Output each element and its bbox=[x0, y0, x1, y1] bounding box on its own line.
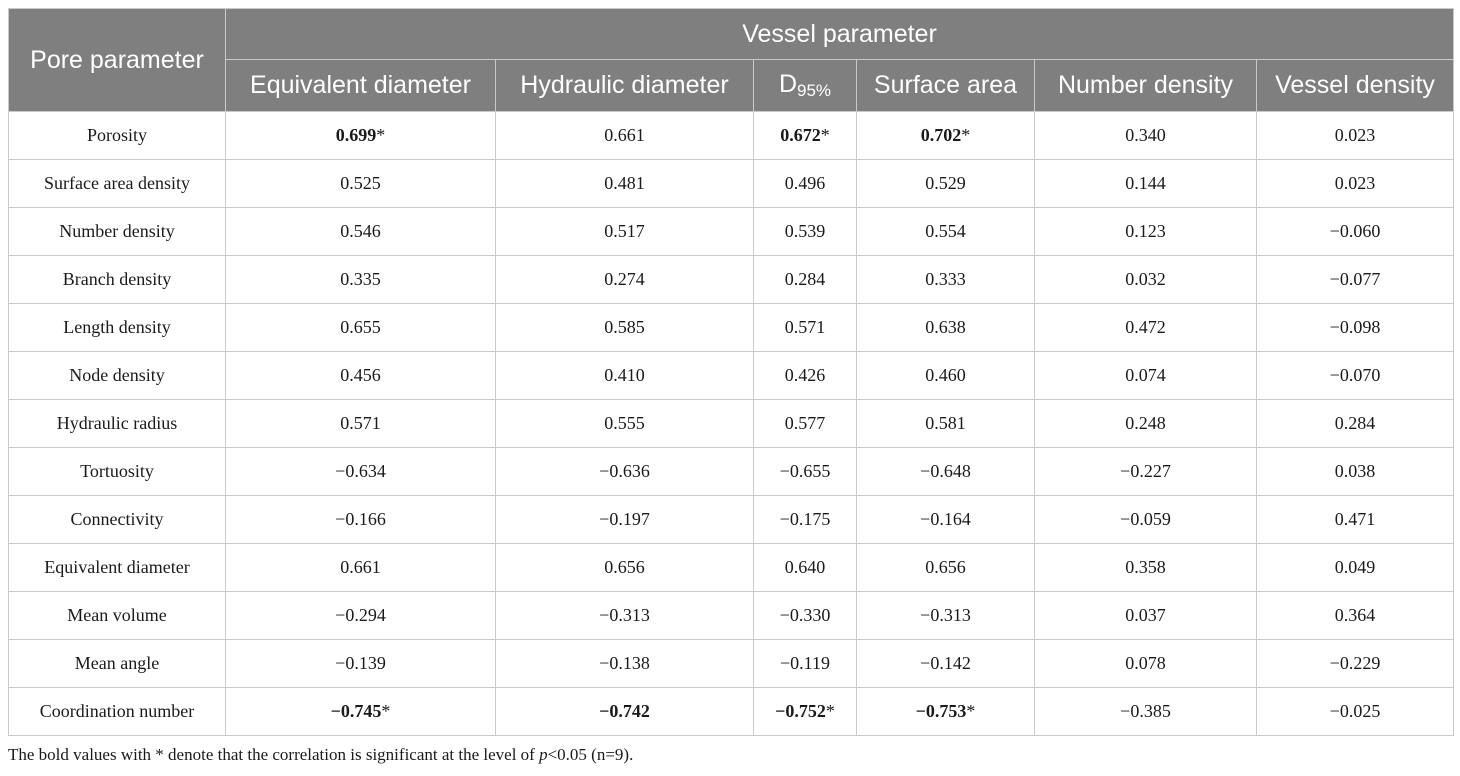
row-label: Surface area density bbox=[9, 160, 226, 208]
table-row bbox=[9, 112, 1454, 160]
cell-value: 0.546 bbox=[340, 221, 381, 241]
column-header bbox=[1035, 60, 1257, 112]
table-cell bbox=[1257, 304, 1454, 352]
cell-value: −0.025 bbox=[1329, 701, 1381, 721]
row-header-pore-parameter: Pore parameter bbox=[9, 9, 226, 112]
cell-value: 0.333 bbox=[925, 269, 966, 289]
cell-value: −0.138 bbox=[599, 653, 650, 673]
cell-value: −0.142 bbox=[920, 653, 971, 673]
column-header-label: D bbox=[778, 70, 798, 98]
row-label: Tortuosity bbox=[9, 448, 226, 496]
table-cell bbox=[1035, 448, 1257, 496]
cell-value: −0.636 bbox=[599, 461, 650, 481]
table-row bbox=[9, 544, 1454, 592]
table-body bbox=[9, 112, 1454, 736]
table-cell bbox=[226, 448, 496, 496]
table-cell bbox=[496, 640, 754, 688]
cell-value: −0.166 bbox=[335, 509, 386, 529]
significance-marker: * bbox=[381, 701, 391, 721]
cell-value: 0.123 bbox=[1125, 221, 1166, 241]
row-label: Node density bbox=[9, 352, 226, 400]
table-cell bbox=[1257, 448, 1454, 496]
table-cell bbox=[496, 256, 754, 304]
cell-value: −0.119 bbox=[780, 653, 830, 673]
cell-value: −0.059 bbox=[1120, 509, 1171, 529]
cell-value: 0.144 bbox=[1125, 173, 1166, 193]
cell-value: −0.294 bbox=[335, 605, 386, 625]
table-cell bbox=[1257, 544, 1454, 592]
header-row-group bbox=[9, 9, 1454, 60]
header-row-columns bbox=[9, 60, 1454, 112]
table-cell bbox=[1257, 400, 1454, 448]
table-cell bbox=[857, 688, 1035, 736]
cell-value: 0.340 bbox=[1125, 125, 1166, 145]
table-cell bbox=[1035, 304, 1257, 352]
cell-value: 0.496 bbox=[784, 173, 826, 193]
cell-value: 0.655 bbox=[340, 317, 381, 337]
cell-value: −0.385 bbox=[1120, 701, 1171, 721]
row-label: Hydraulic radius bbox=[9, 400, 226, 448]
table-cell bbox=[226, 592, 496, 640]
footnote-condition: <0.05 (n=9). bbox=[547, 745, 634, 764]
cell-value: 0.672 bbox=[780, 125, 821, 145]
table-row bbox=[9, 208, 1454, 256]
significance-marker: * bbox=[376, 125, 386, 145]
table-cell bbox=[226, 304, 496, 352]
table-cell bbox=[857, 496, 1035, 544]
cell-value: 0.456 bbox=[340, 365, 381, 385]
table-row bbox=[9, 688, 1454, 736]
cell-value: 0.525 bbox=[340, 173, 381, 193]
cell-value: −0.655 bbox=[779, 461, 831, 481]
table-cell bbox=[496, 304, 754, 352]
group-header-vessel-parameter: Vessel parameter bbox=[226, 9, 1454, 60]
cell-value: 0.529 bbox=[925, 173, 966, 193]
cell-value: 0.074 bbox=[1125, 365, 1166, 385]
cell-value: 0.335 bbox=[340, 269, 381, 289]
table-cell bbox=[1257, 256, 1454, 304]
cell-value: 0.702 bbox=[920, 125, 962, 145]
table-cell bbox=[496, 592, 754, 640]
cell-value: −0.330 bbox=[779, 605, 831, 625]
table-cell bbox=[226, 640, 496, 688]
table-cell bbox=[226, 160, 496, 208]
column-header bbox=[496, 60, 754, 112]
column-header-label: Number density bbox=[1057, 71, 1234, 99]
table-row bbox=[9, 448, 1454, 496]
table-cell bbox=[1035, 544, 1257, 592]
cell-value: −0.745 bbox=[330, 701, 382, 721]
row-label: Mean angle bbox=[9, 640, 226, 688]
correlation-table bbox=[8, 8, 1454, 736]
cell-value: −0.313 bbox=[920, 605, 971, 625]
cell-value: 0.078 bbox=[1125, 653, 1166, 673]
table-cell bbox=[857, 448, 1035, 496]
table-cell bbox=[857, 256, 1035, 304]
footnote-text: The bold values with * denote that the correlation is significant at the level of bbox=[8, 745, 540, 764]
table-cell bbox=[1035, 160, 1257, 208]
table-footnote bbox=[8, 745, 633, 765]
cell-value: −0.634 bbox=[335, 461, 386, 481]
table-cell bbox=[857, 304, 1035, 352]
table-cell bbox=[496, 352, 754, 400]
cell-value: −0.648 bbox=[920, 461, 971, 481]
table-cell bbox=[1257, 160, 1454, 208]
cell-value: 0.640 bbox=[784, 557, 826, 577]
column-header-subscript: 95% bbox=[797, 81, 832, 100]
table-row bbox=[9, 352, 1454, 400]
column-header-label: Vessel density bbox=[1275, 71, 1435, 99]
cell-value: 0.517 bbox=[604, 221, 645, 241]
column-header-label: Equivalent diameter bbox=[250, 71, 471, 99]
significance-marker: * bbox=[966, 701, 976, 721]
column-header bbox=[857, 60, 1035, 112]
cell-value: 0.471 bbox=[1334, 509, 1376, 529]
cell-value: −0.227 bbox=[1120, 461, 1171, 481]
table-cell bbox=[754, 448, 857, 496]
table-cell bbox=[1257, 640, 1454, 688]
table-cell bbox=[754, 208, 857, 256]
table-cell bbox=[1257, 688, 1454, 736]
cell-value: 0.364 bbox=[1334, 605, 1376, 625]
column-header-label: Hydraulic diameter bbox=[520, 71, 729, 99]
cell-value: 0.426 bbox=[784, 365, 826, 385]
cell-value: 0.661 bbox=[604, 125, 645, 145]
cell-value: −0.197 bbox=[599, 509, 650, 529]
cell-value: 0.023 bbox=[1334, 173, 1376, 193]
table-cell bbox=[1035, 256, 1257, 304]
cell-value: 0.032 bbox=[1125, 269, 1166, 289]
cell-value: 0.023 bbox=[1334, 125, 1376, 145]
table-cell bbox=[1035, 352, 1257, 400]
table-cell bbox=[754, 160, 857, 208]
row-label: Coordination number bbox=[9, 688, 226, 736]
cell-value: 0.699 bbox=[335, 125, 377, 145]
cell-value: −0.752 bbox=[775, 701, 826, 721]
table-cell bbox=[857, 544, 1035, 592]
cell-value: 0.037 bbox=[1125, 605, 1166, 625]
table-row bbox=[9, 160, 1454, 208]
table-cell bbox=[857, 112, 1035, 160]
table-cell bbox=[857, 352, 1035, 400]
cell-value: −0.060 bbox=[1329, 221, 1381, 241]
cell-value: 0.284 bbox=[1334, 413, 1376, 433]
cell-value: 0.472 bbox=[1125, 317, 1166, 337]
table-cell bbox=[496, 208, 754, 256]
cell-value: 0.539 bbox=[784, 221, 826, 241]
table-cell bbox=[857, 160, 1035, 208]
cell-value: 0.358 bbox=[1125, 557, 1166, 577]
table-cell bbox=[226, 496, 496, 544]
table-row bbox=[9, 640, 1454, 688]
table-cell bbox=[226, 256, 496, 304]
cell-value: 0.049 bbox=[1334, 557, 1376, 577]
row-label: Mean volume bbox=[9, 592, 226, 640]
cell-value: 0.248 bbox=[1125, 413, 1166, 433]
row-label: Equivalent diameter bbox=[9, 544, 226, 592]
cell-value: 0.571 bbox=[340, 413, 381, 433]
column-header-label: Surface area bbox=[873, 71, 1018, 99]
cell-value: 0.581 bbox=[925, 413, 966, 433]
table-cell bbox=[226, 352, 496, 400]
cell-value: −0.070 bbox=[1329, 365, 1381, 385]
table-row bbox=[9, 256, 1454, 304]
table-cell bbox=[226, 544, 496, 592]
cell-value: 0.656 bbox=[604, 557, 645, 577]
cell-value: 0.638 bbox=[925, 317, 966, 337]
table-cell bbox=[1035, 688, 1257, 736]
cell-value: 0.554 bbox=[925, 221, 966, 241]
table-cell bbox=[754, 592, 857, 640]
cell-value: 0.038 bbox=[1334, 461, 1376, 481]
row-label: Connectivity bbox=[9, 496, 226, 544]
row-label: Number density bbox=[9, 208, 226, 256]
table-cell bbox=[754, 400, 857, 448]
cell-value: 0.274 bbox=[604, 269, 645, 289]
table-cell bbox=[754, 352, 857, 400]
table-cell bbox=[857, 640, 1035, 688]
table-cell bbox=[496, 400, 754, 448]
cell-value: −0.175 bbox=[779, 509, 831, 529]
table-row bbox=[9, 496, 1454, 544]
table-cell bbox=[1035, 400, 1257, 448]
column-header bbox=[1257, 60, 1454, 112]
table-cell bbox=[496, 448, 754, 496]
cell-value: 0.577 bbox=[784, 413, 826, 433]
significance-marker: * bbox=[820, 125, 830, 145]
table-cell bbox=[1035, 112, 1257, 160]
table-cell bbox=[754, 640, 857, 688]
table-cell bbox=[1257, 352, 1454, 400]
footnote-p-symbol: p bbox=[539, 745, 548, 764]
table-cell bbox=[754, 112, 857, 160]
table-cell bbox=[1035, 640, 1257, 688]
table-cell bbox=[1257, 208, 1454, 256]
table-cell bbox=[226, 112, 496, 160]
table-cell bbox=[1035, 496, 1257, 544]
table-cell bbox=[857, 208, 1035, 256]
row-label: Branch density bbox=[9, 256, 226, 304]
table-cell bbox=[754, 304, 857, 352]
table-cell bbox=[496, 112, 754, 160]
cell-value: 0.656 bbox=[925, 557, 966, 577]
cell-value: −0.229 bbox=[1329, 653, 1381, 673]
table-cell bbox=[1035, 592, 1257, 640]
table-cell bbox=[496, 688, 754, 736]
cell-value: −0.313 bbox=[599, 605, 650, 625]
cell-value: 0.284 bbox=[784, 269, 826, 289]
correlation-table-container bbox=[8, 8, 1453, 736]
table-cell bbox=[754, 688, 857, 736]
cell-value: −0.164 bbox=[920, 509, 971, 529]
cell-value: −0.139 bbox=[335, 653, 386, 673]
table-cell bbox=[1035, 208, 1257, 256]
table-cell bbox=[754, 256, 857, 304]
table-cell bbox=[857, 592, 1035, 640]
row-label: Porosity bbox=[9, 112, 226, 160]
table-row bbox=[9, 400, 1454, 448]
cell-value: 0.585 bbox=[604, 317, 645, 337]
table-cell bbox=[1257, 592, 1454, 640]
cell-value: −0.753 bbox=[915, 701, 967, 721]
cell-value: −0.098 bbox=[1329, 317, 1381, 337]
table-cell bbox=[226, 688, 496, 736]
significance-marker: * bbox=[961, 125, 971, 145]
row-label: Length density bbox=[9, 304, 226, 352]
table-cell bbox=[496, 496, 754, 544]
table-row bbox=[9, 304, 1454, 352]
column-header bbox=[226, 60, 496, 112]
cell-value: −0.077 bbox=[1329, 269, 1381, 289]
table-cell bbox=[754, 544, 857, 592]
cell-value: 0.661 bbox=[340, 557, 381, 577]
cell-value: 0.460 bbox=[925, 365, 966, 385]
table-row bbox=[9, 592, 1454, 640]
table-cell bbox=[857, 400, 1035, 448]
table-cell bbox=[754, 496, 857, 544]
significance-marker: * bbox=[825, 701, 835, 721]
cell-value: 0.481 bbox=[604, 173, 645, 193]
table-cell bbox=[226, 208, 496, 256]
table-cell bbox=[226, 400, 496, 448]
cell-value: 0.555 bbox=[604, 413, 645, 433]
table-cell bbox=[496, 160, 754, 208]
table-cell bbox=[496, 544, 754, 592]
cell-value: −0.742 bbox=[599, 701, 650, 721]
cell-value: 0.410 bbox=[604, 365, 645, 385]
table-cell bbox=[1257, 496, 1454, 544]
table-cell bbox=[1257, 112, 1454, 160]
column-header bbox=[754, 60, 857, 112]
cell-value: 0.571 bbox=[784, 317, 826, 337]
